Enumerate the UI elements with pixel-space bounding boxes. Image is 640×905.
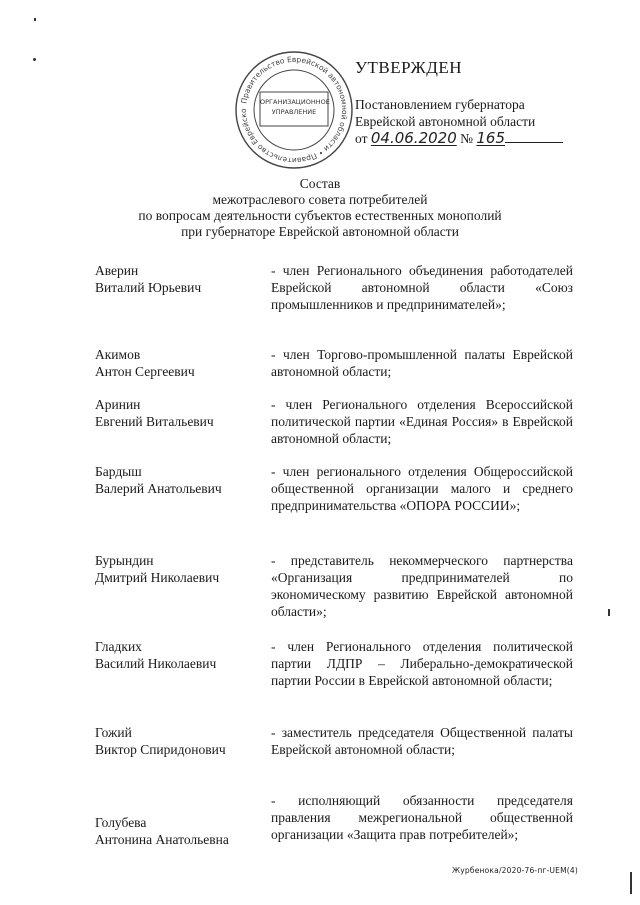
date-prefix: от — [355, 131, 368, 146]
organizational-department-stamp — [232, 48, 356, 172]
member-given-name: Дмитрий Николаевич — [95, 570, 220, 585]
member-name — [95, 638, 265, 672]
title-line-4: при губернаторе Еврейской автономной области — [181, 224, 459, 239]
member-given-name: Василий Николаевич — [95, 656, 217, 671]
member-given-name: Виктор Спиридонович — [95, 742, 226, 757]
title-line-3: по вопросам деятельности субъектов естественных монополий — [138, 208, 502, 223]
member-surname: Аринин — [95, 397, 141, 412]
member-surname: Аверин — [95, 263, 139, 278]
member-name — [95, 552, 265, 586]
member-role: - заместитель председателя Общественной палаты Еврейской автономной области; — [271, 725, 573, 757]
member-name — [95, 396, 265, 430]
member-role: - исполняющий обязанности председателя правления межрегиональной общественной организации «Защита прав потребителей»; — [271, 793, 573, 842]
member-given-name: Антонина Анатольевна — [95, 832, 229, 847]
member-given-name: Антон Сергеевич — [95, 364, 195, 379]
member-name — [95, 814, 265, 848]
member-surname: Голубева — [95, 815, 147, 830]
member-surname: Гладких — [95, 639, 142, 654]
member-surname: Акимов — [95, 347, 141, 362]
member-role: - член Регионального отделения Всероссийской политической партии «Единая Россия» в Еврейской автономной области; — [271, 397, 573, 446]
member-role: - член регионального отделения Общероссийской общественной организации малого и среднего предпринимательства «ОПОРА РОССИИ»; — [271, 464, 573, 513]
decree-line-1: Постановлением губернатора — [355, 97, 525, 112]
stamp-line-2: УПРАВЛЕНИЕ — [271, 108, 317, 116]
member-given-name: Валерий Анатольевич — [95, 481, 222, 496]
member-role: - член Регионального объединения работодателей Еврейской автономной области «Союз промышленников и предпринимателей»; — [271, 263, 573, 312]
member-surname: Бурындин — [95, 553, 154, 568]
number-sign: № — [460, 131, 474, 146]
number-underline — [505, 130, 563, 143]
member-role: - представитель некоммерческого партнерства «Организация предпринимателей по экономическому развитию Еврейской автономной области»; — [271, 553, 573, 619]
decree-date-line — [355, 130, 595, 147]
decree-line-2: Еврейской автономной области — [355, 114, 536, 129]
decree-date: 04.06.2020 — [370, 129, 457, 147]
member-name — [95, 262, 265, 296]
decree-reference — [355, 96, 595, 147]
member-name — [95, 724, 265, 758]
svg-text:Правительство Еврейской автоно: Правительство Еврейской автономной области • Правительство Еврейско — [238, 54, 350, 166]
title-line-1: Состав — [299, 176, 341, 191]
document-title — [0, 176, 640, 240]
member-role: - член Регионального отделения политической партии ЛДПР – Либерально-демократической партии России в Еврейской автономной области; — [271, 639, 573, 688]
member-name — [95, 346, 265, 380]
member-name — [95, 463, 265, 497]
member-role: - член Торгово-промышленной палаты Еврейской автономной области; — [271, 347, 573, 379]
decree-number: 165 — [476, 129, 506, 147]
member-surname: Бардыш — [95, 464, 142, 479]
member-given-name: Евгений Витальевич — [95, 414, 214, 429]
member-given-name: Виталий Юрьевич — [95, 280, 202, 295]
document-code: Журбенока/2020-76-пг-UEM(4) — [452, 866, 578, 875]
member-surname: Гожий — [95, 725, 132, 740]
stamp-line-1: ОРГАНИЗАЦИОННОЕ — [260, 98, 330, 106]
approved-label: УТВЕРЖДЕН — [355, 58, 462, 77]
title-line-2: межотраслевого совета потребителей — [212, 192, 428, 207]
